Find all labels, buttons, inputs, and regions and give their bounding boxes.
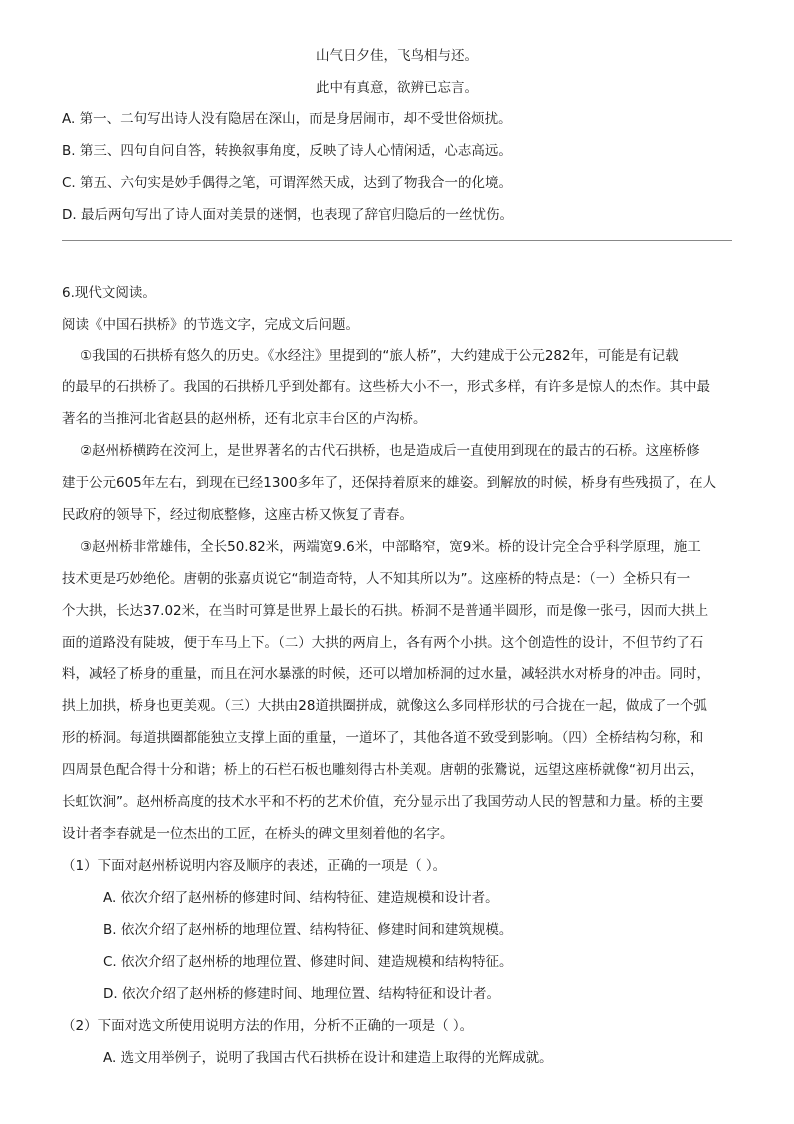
section-divider: [62, 240, 732, 241]
passage-line: 技术更是巧妙绝伦。唐朝的张嘉贞说它“制造奇特，人不知其所以为”。这座桥的特点是：（一）全桥只有一: [62, 571, 691, 587]
passage-line: 拱上加拱，桥身也更美观。（三）大拱由28道拱圈拼成，就像这么多同样形状的弓合拢在一起，做成了一个弧: [62, 698, 707, 714]
option-c: C. 第五、六句实是妙手偶得之笔，可谓浑然天成，达到了物我合一的化境。: [62, 175, 513, 191]
passage-line: 长虹饮涧”。赵州桥高度的技术水平和不朽的艺术价值，充分显示出了我国劳动人民的智慧和力量。桥的主要: [62, 794, 704, 810]
question-1-stem: （1）下面对赵州桥说明内容及顺序的表述，正确的一项是（ ）。: [62, 858, 447, 874]
passage-line: 形的桥洞。每道拱圈都能独立支撑上面的重量，一道坏了，其他各道不致受到影响。（四）全桥结构匀称，和: [62, 730, 704, 746]
passage-line: ③赵州桥非常雄伟，全长50.82米，两端宽9.6米，中部略窄，宽9米。桥的设计完全合乎科学原理，施工: [80, 539, 701, 555]
passage-line: 个大拱，长达37.02米，在当时可算是世界上最长的石拱。桥洞不是普通半圆形，而是像一张弓，因而大拱上: [62, 603, 709, 619]
reading-instruction: 阅读《中国石拱桥》的节选文字，完成文后问题。: [62, 317, 359, 333]
passage-line: 设计者李春就是一位杰出的工匠，在桥头的碑文里刻着他的名字。: [62, 826, 454, 842]
passage-line: 建于公元605年左右，到现在已经1300多年了，还保持着原来的雄姿。到解放的时候，桥身有些残损了，在人: [62, 475, 717, 491]
q1-option-b: B. 依次介绍了赵州桥的地理位置、结构特征、修建时间和建筑规模。: [103, 922, 513, 938]
q2-option-a: A. 选文用举例子，说明了我国古代石拱桥在设计和建造上取得的光辉成就。: [103, 1050, 553, 1066]
passage-line: 面的道路没有陡坡，便于车马上下。（二）大拱的两肩上，各有两个小拱。这个创造性的设计，不但节约了石: [62, 635, 704, 651]
poem-line-2: 此中有真意，欲辨已忘言。: [316, 80, 478, 96]
q1-option-a: A. 依次介绍了赵州桥的修建时间、结构特征、建造规模和设计者。: [103, 890, 499, 906]
passage-line: ①我国的石拱桥有悠久的历史。《水经注》里提到的“旅人桥”，大约建成于公元282年，可能是有记载: [80, 348, 679, 364]
option-d: D. 最后两句写出了诗人面对美景的迷惘，也表现了辞官归隐后的一丝忧伤。: [62, 207, 513, 223]
question-2-stem: （2）下面对选文所使用说明方法的作用，分析不正确的一项是（ ）。: [62, 1018, 474, 1034]
passage-line: 料，减轻了桥身的重量，而且在河水暴涨的时候，还可以增加桥洞的过水量，减轻洪水对桥身的冲击。同时，: [62, 666, 710, 682]
q1-option-d: D. 依次介绍了赵州桥的修建时间、地理位置、结构特征和设计者。: [103, 986, 500, 1002]
option-a: A. 第一、二句写出诗人没有隐居在深山，而是身居闹市，却不受世俗烦扰。: [62, 111, 512, 127]
passage-line: 著名的当推河北省赵县的赵州桥，还有北京丰台区的卢沟桥。: [62, 411, 427, 427]
q1-option-c: C. 依次介绍了赵州桥的地理位置、修建时间、建造规模和结构特征。: [103, 954, 513, 970]
section-title: 6.现代文阅读。: [62, 285, 156, 301]
passage-line: 四周景色配合得十分和谐；桥上的石栏石板也雕刻得古朴美观。唐朝的张鷟说，远望这座桥就像“初月出云，: [62, 762, 704, 778]
passage-line: 民政府的领导下，经过彻底整修，这座古桥又恢复了青春。: [62, 507, 413, 523]
passage-line: 的最早的石拱桥了。我国的石拱桥几乎到处都有。这些桥大小不一，形式多样，有许多是惊人的杰作。其中最: [62, 379, 710, 395]
poem-line-1: 山气日夕佳，飞鸟相与还。: [316, 48, 478, 64]
passage-line: ②赵州桥横跨在洨河上，是世界著名的古代石拱桥，也是造成后一直使用到现在的最古的石桥。这座桥修: [80, 443, 700, 459]
option-b: B. 第三、四句自问自答，转换叙事角度，反映了诗人心情闲适，心志高远。: [62, 143, 512, 159]
